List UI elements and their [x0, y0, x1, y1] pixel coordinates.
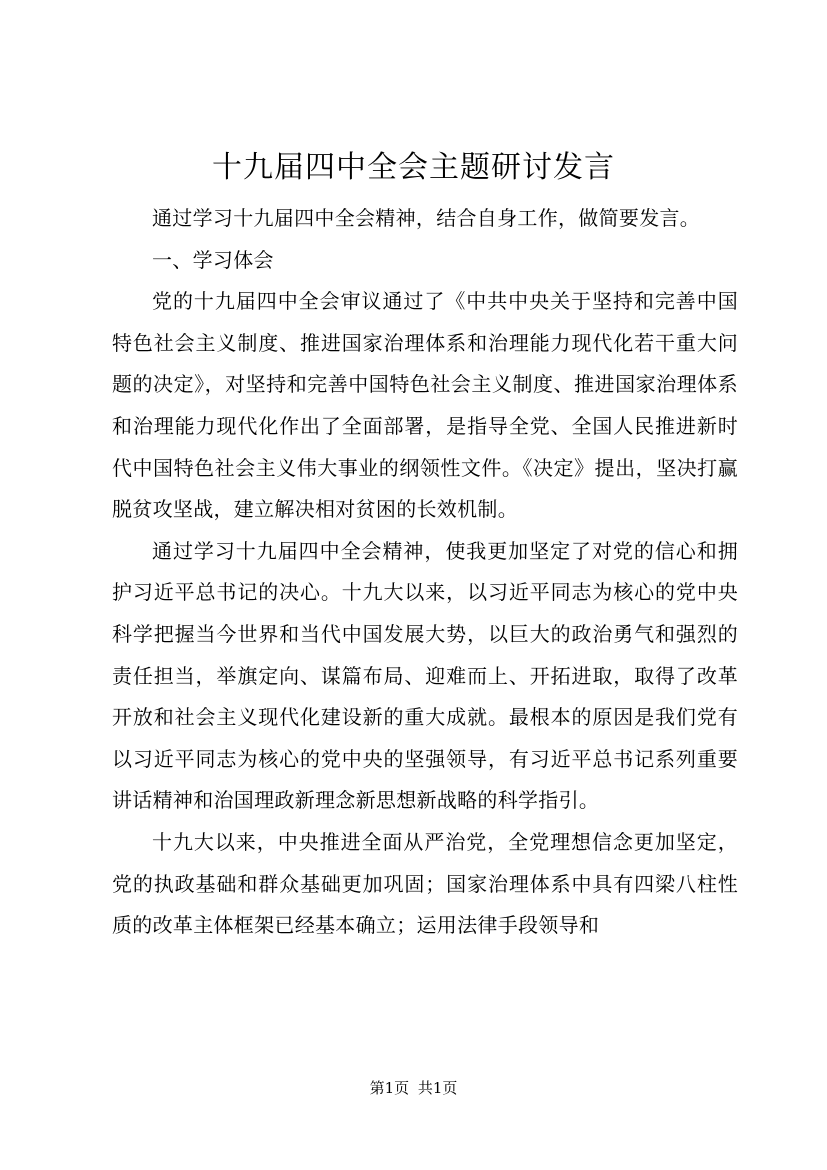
document-body [112, 198, 738, 947]
paragraph-2: 通过学习十九届四中全会精神，使我更加坚定了对党的信心和拥护习近平总书记的决心。十九大以来，以习近平同志为核心的党中央科学把握当今世界和当代中国发展大势，以巨大的政治勇气和强烈的责任担当，举旗定向、谋篇布局、迎难而上、开拓进取，取得了改革开放和社会主义现代化建设新的重大成就。最根本的原因是我们党有以习近平同志为核心的党中央的坚强领导，有习近平总书记系列重要讲话精神和治国理政新理念新思想新战略的科学指引。 [112, 538, 738, 813]
page-number: 第1页 [369, 1079, 410, 1097]
page-footer [0, 1078, 827, 1098]
paragraph-3: 十九大以来，中央推进全面从严治党，全党理想信念更加坚定，党的执政基础和群众基础更加巩固；国家治理体系中具有四梁八柱性质的改革主体框架已经基本确立；运用法律手段领导和 [112, 829, 738, 938]
paragraph-intro: 通过学习十九届四中全会精神，结合自身工作，做简要发言。 [152, 206, 701, 230]
page-total: 共1页 [417, 1079, 458, 1097]
paragraph-1: 党的十九届四中全会审议通过了《中共中央关于坚持和完善中国特色社会主义制度、推进国家治理体系和治理能力现代化若干重大问题的决定》，对坚持和完善中国特色社会主义制度、推进国家治理体系和治理能力现代化作出了全面部署，是指导全党、全国人民推进新时代中国特色社会主义伟大事业的纲领性文件。《决定》提出，坚决打赢脱贫攻坚战，建立解决相对贫困的长效机制。 [112, 289, 738, 522]
document-title: 十九届四中全会主题研讨发言 [212, 150, 615, 185]
section-heading: 一、学习体会 [152, 247, 274, 272]
